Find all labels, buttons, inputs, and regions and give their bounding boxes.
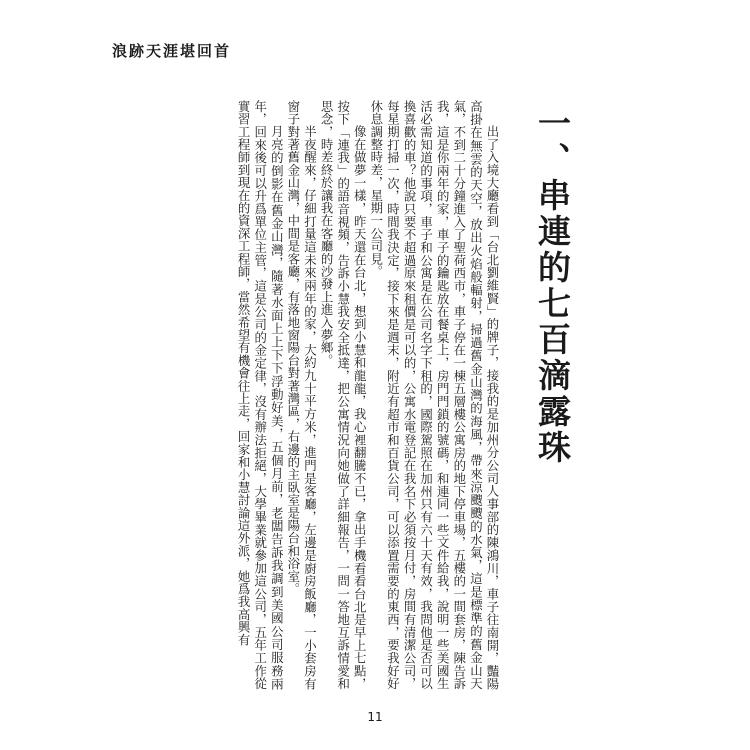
paragraph: 像在做夢一樣，昨天還在台北，想到小慧和龍龍，我心裡翻騰不已，拿出手機看看台北是早上七點，按下「連我」的語音視頻，告訴小慧我安全抵達，把公寓情況向她做了詳細報告，一問一答地互訴情愛和思念，時差終於讓我在客廳的沙發上進入夢鄉。: [319, 100, 368, 690]
paragraph: 半夜醒來，仔細打量這未來兩年的家，大約九十平方米，進門是客廳，左邊是廚房飯廳，一小套房有窗子對著舊金山灣，中間是客廳，有落地窗陽台對著灣區，右邊的主臥室是陽台和浴室。: [285, 100, 318, 690]
paragraph: 出了入境大廳看到「台北劉維賢」的牌子，接我的是加州分公司人事部的陳鴻川，車子往南開，豔陽高掛在無雲的天空，放出火焰般輻射，掃過舊金山灣的海風，帶來涼颼颼的水氣，這是標準的舊金山天氣，不到二十分鐘進入了聖荷西市，車子停在一棟五層樓公寓房的地下停車場，五樓的一間套房，陳告訴我，這是你兩年的家，車子的鑰匙放在餐桌上，房門門鎖的號碼，和連同一些文件給我，說明一些美國生活必需知道的事項，車子和公寓是在公司名字下租的，國際駕照在加州只有六十天有效，我問他是否可以換喜歡的車？他說只要不超過原來租價是可以的，公寓水電登記在我名下必須按月付，房間有清潔公司，每星期打掃一次，時間我決定，接下來是週末，附近有超市和百貨公司，可以添置需要的東西，要我好好休息調整時差，星期一公司見。: [368, 100, 500, 690]
body-text: [170, 100, 500, 690]
running-head: 浪跡天涯堪回首: [112, 42, 232, 60]
paragraph: 月亮的倒影在舊金山灣，隨著水面上上下下浮動好美，五個月前，老闆告訴我調到美國公司服務兩年，回來後可以升爲單位主管，這是公司的金定律，沒有辦法拒絕，大學畢業就參加這公司，五年工作從實習工程師到現在的資深工程師，當然希望有機會往上走，回家和小慧討論這外派，她爲我高興有: [236, 100, 285, 690]
page-number: 11: [367, 710, 383, 724]
chapter-title: 一、串連的七百滴露珠: [533, 106, 572, 466]
